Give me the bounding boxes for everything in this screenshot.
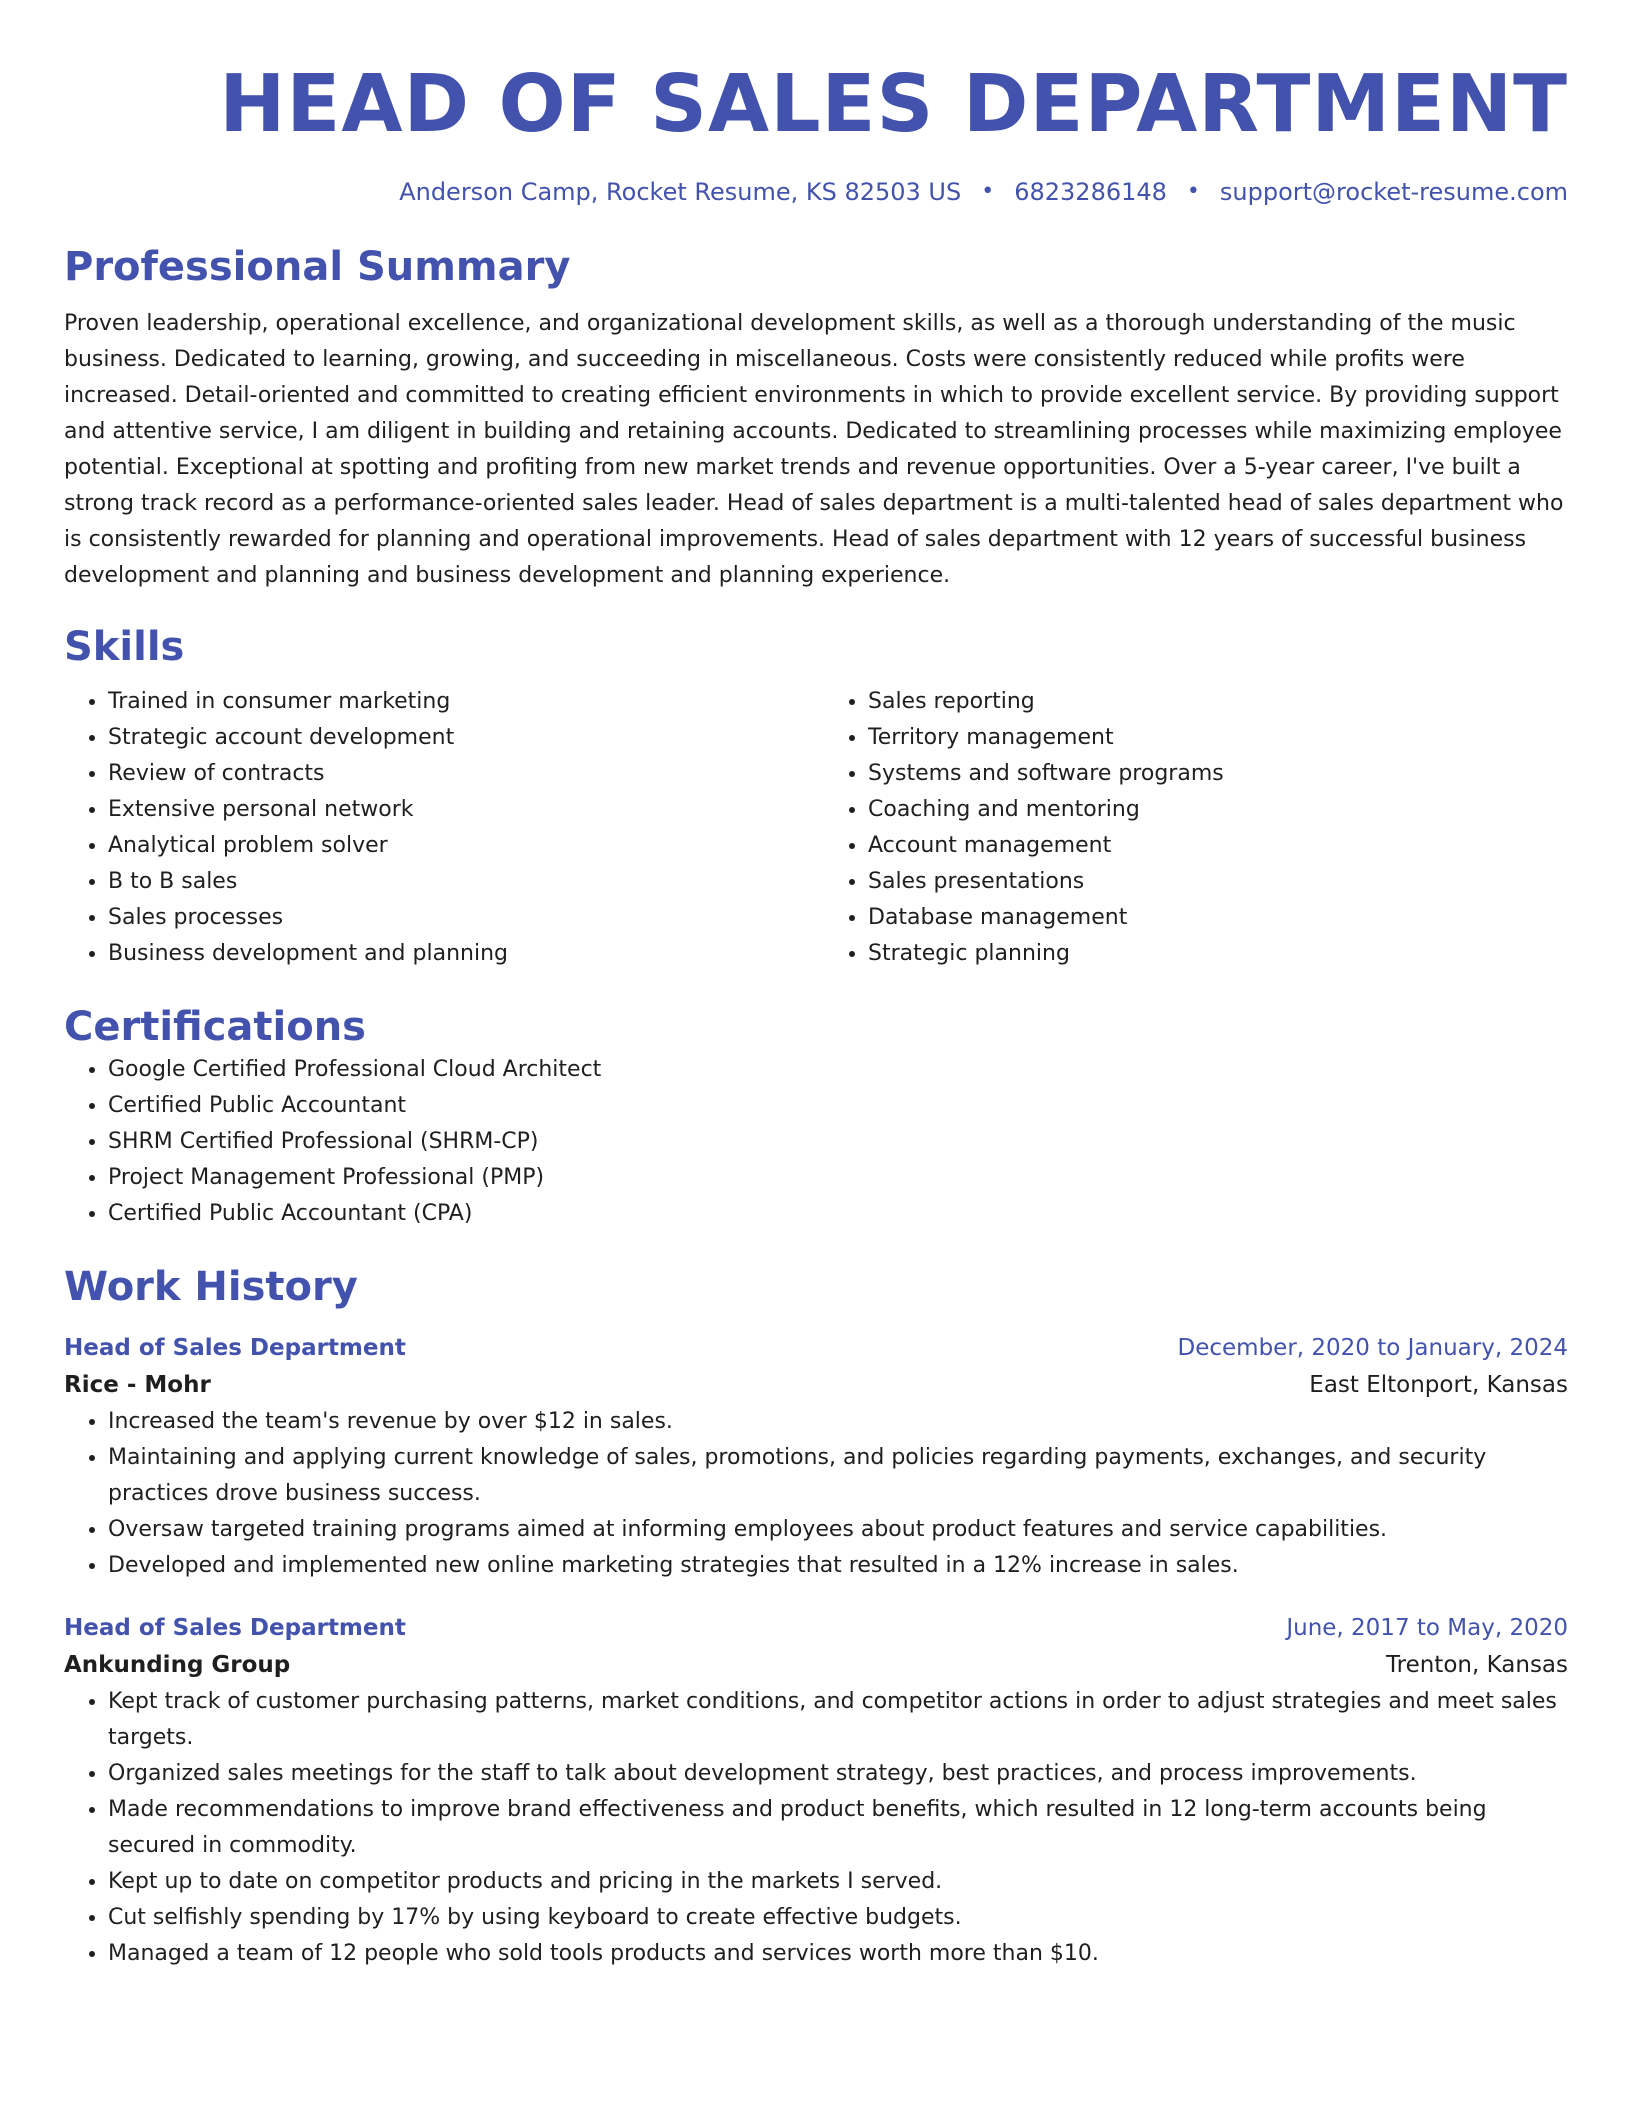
job-bullet: • Oversaw targeted training programs aimed at informing employees about product features and service capabilities. [108,1512,1568,1548]
certification-item: • Google Certified Professional Cloud Architect [108,1052,1568,1088]
skills-column-left [64,684,808,972]
work-history-heading: Work History [64,1264,358,1310]
job-dates: December, 2020 to January, 2024 [1177,1335,1568,1361]
skill-item: • Business development and planning [108,936,808,972]
skill-item: • Extensive personal network [108,792,808,828]
skill-item: • Review of contracts [108,756,808,792]
job-bullet: • Increased the team's revenue by over $12 in sales. [108,1404,1568,1440]
job-location: East Eltonport, Kansas [1309,1372,1568,1398]
skills-column-right [824,684,1568,972]
job-title: Head of Sales Department [64,1335,406,1361]
job-bullet: • Kept up to date on competitor products and pricing in the markets I served. [108,1864,1568,1900]
summary-text: Proven leadership, operational excellence, and organizational development skills, as well as a thorough understanding of the music business. Dedicated to learning, growing, and succeeding in miscellaneous. Costs were consistently reduced while profits were increased. Detail-oriented and committed to creating efficient environments in which to provide excellent service. By providing support and attentive service, I am diligent in building and retaining accounts. Dedicated to streamlining processes while maximizing employee potential. Exceptional at spotting and profiting from new market trends and revenue opportunities. Over a 5-year career, I've built a strong track record as a performance-oriented sales leader. Head of sales department is a multi-talented head of sales department who is consistently rewarded for planning and operational improvements. Head of sales department with 12 years of successful business development and planning and business development and planning experience. [64,311,1564,588]
job-bullet: • Made recommendations to improve brand effectiveness and product benefits, which resulted in 12 long-term accounts being secured in commodity. [108,1792,1568,1864]
job-bullet: • Managed a team of 12 people who sold tools products and services worth more than $10. [108,1936,1568,1972]
job-bullet: • Maintaining and applying current knowledge of sales, promotions, and policies regarding payments, exchanges, and security practices drove business success. [108,1440,1568,1512]
skill-item: • Account management [868,828,1568,864]
skill-item: • Sales presentations [868,864,1568,900]
contact-email[interactable]: support@rocket-resume.com [1219,178,1568,206]
job-bullet: • Organized sales meetings for the staff to talk about development strategy, best practices, and process improvements. [108,1756,1568,1792]
contact-address: Anderson Camp, Rocket Resume, KS 82503 US [399,178,962,206]
job-bullet-list [64,1684,1568,1972]
certification-item: • Certified Public Accountant (CPA) [108,1196,1568,1232]
certifications-heading: Certifications [64,1004,366,1050]
skill-item: • Sales processes [108,900,808,936]
skill-item: • Systems and software programs [868,756,1568,792]
job-dates: June, 2017 to May, 2020 [1286,1615,1568,1641]
certification-item: • Project Management Professional (PMP) [108,1160,1568,1196]
job-bullet: • Kept track of customer purchasing patterns, market conditions, and competitor actions in order to adjust strategies and meet sales targets. [108,1684,1568,1756]
skill-item: • B to B sales [108,864,808,900]
job-subheader [64,1366,1568,1404]
separator-dot: • [981,179,995,204]
certification-item: • SHRM Certified Professional (SHRM-CP) [108,1124,1568,1160]
skill-item: • Territory management [868,720,1568,756]
skill-item: • Strategic account development [108,720,808,756]
job-header [64,1610,1568,1646]
job-subheader [64,1646,1568,1684]
certification-item: • Certified Public Accountant [108,1088,1568,1124]
summary-heading: Professional Summary [64,244,571,290]
separator-dot: • [1186,179,1200,204]
contact-phone: 6823286148 [1014,178,1167,206]
skill-item: • Strategic planning [868,936,1568,972]
job-bullet-list [64,1404,1568,1584]
skill-item: • Sales reporting [868,684,1568,720]
resume-title: HEAD OF SALES DEPARTMENT [219,58,1568,150]
skills-list [64,684,1568,972]
job-bullet: • Developed and implemented new online marketing strategies that resulted in a 12% increase in sales. [108,1548,1568,1584]
job-company: Rice - Mohr [64,1372,211,1398]
job-entry [64,1330,1568,1584]
skill-item: • Trained in consumer marketing [108,684,808,720]
certifications-list [64,1052,1568,1232]
skill-item: • Database management [868,900,1568,936]
contact-line [64,176,1568,208]
job-title: Head of Sales Department [64,1615,406,1641]
job-header [64,1330,1568,1366]
job-company: Ankunding Group [64,1652,291,1678]
skills-heading: Skills [64,624,185,670]
job-entry [64,1610,1568,1972]
skill-item: • Coaching and mentoring [868,792,1568,828]
job-location: Trenton, Kansas [1385,1652,1568,1678]
skill-item: • Analytical problem solver [108,828,808,864]
job-bullet: • Cut selfishly spending by 17% by using keyboard to create effective budgets. [108,1900,1568,1936]
